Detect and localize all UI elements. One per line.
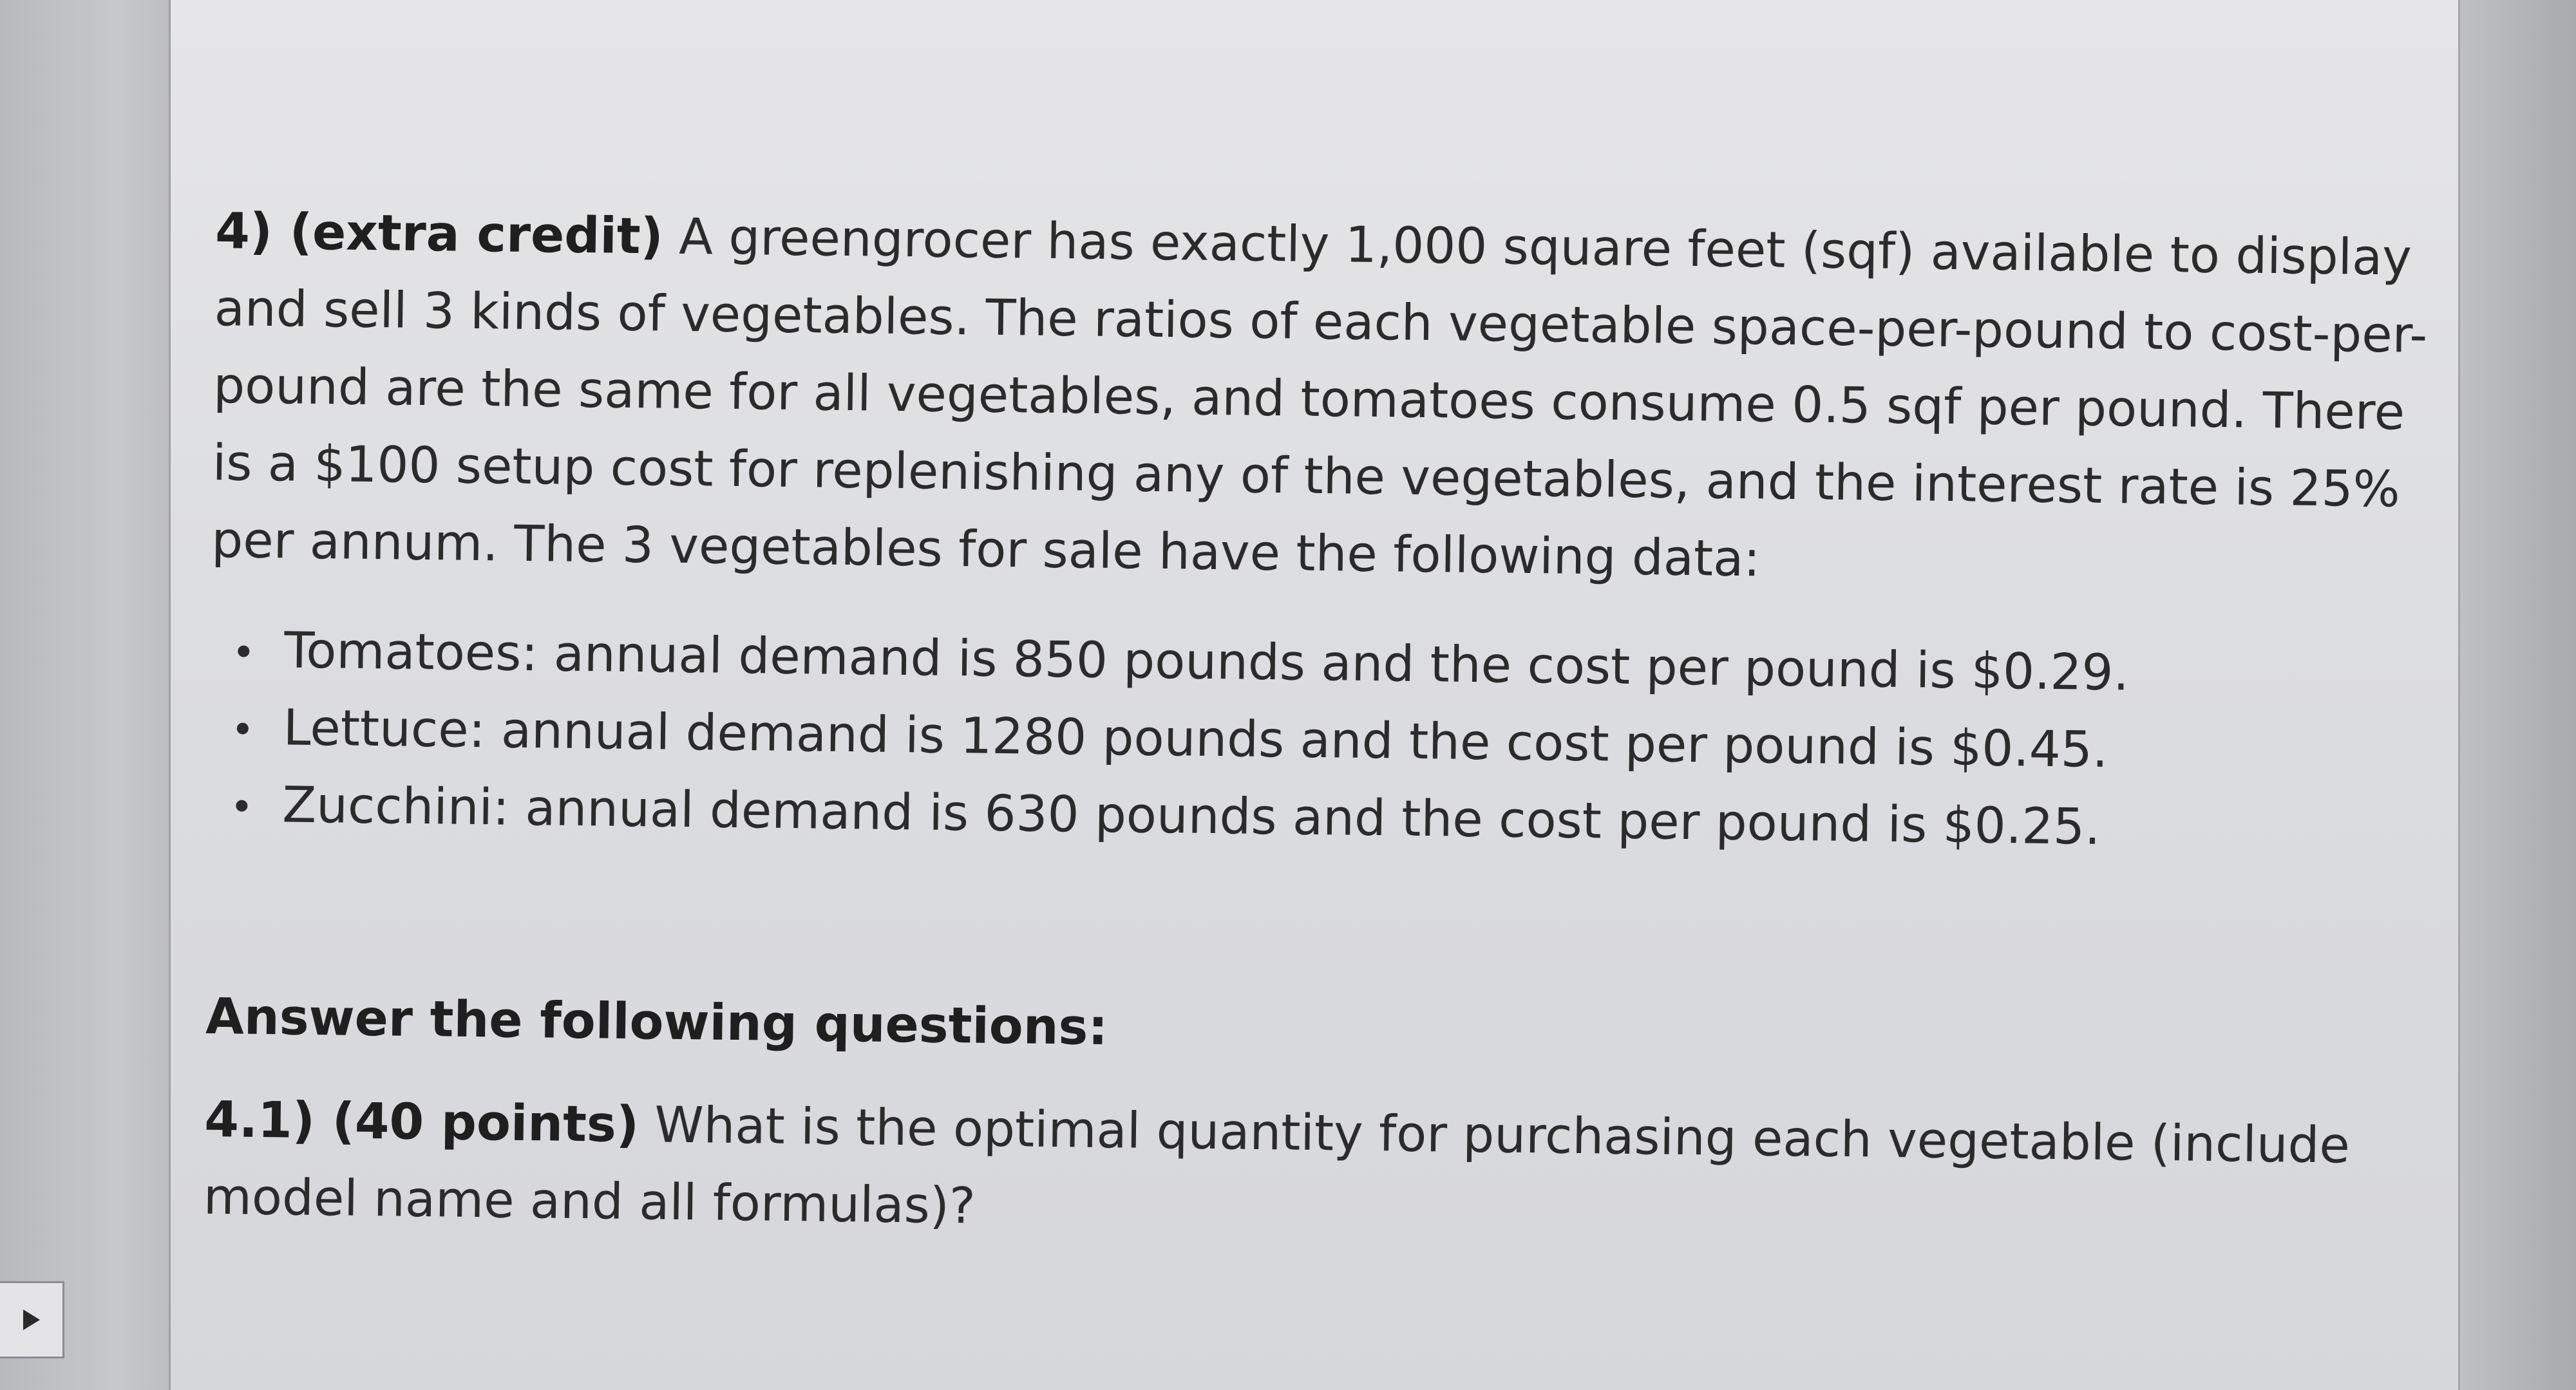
expand-toggle-button[interactable] [0, 1281, 64, 1358]
problem-intro-text: A greengrocer has exactly 1,000 square feet (sqf) available to display and sell 3 kinds of vegetables. The ratios of each vegetable space-per-pound to cost-per-pound are the same for all vegetables, and tomatoes consume 0.5 sqf per pound. There is a $100 setup cost for replenishing any of the vegetables, and the interest rate is 25% per annum. The 3 vegetables for sale have the following data: [211, 208, 2428, 588]
vegetable-list [208, 612, 2439, 870]
bullet-icon [238, 645, 249, 657]
question-4-1-label: 4.1) (40 points) [204, 1091, 639, 1154]
question-4-1-text: What is the optimal quantity for purchasing each vegetable (include model name and all formulas)? [203, 1096, 2351, 1235]
right-gutter [2458, 0, 2576, 1390]
list-item-text: Tomatoes: annual demand is 850 pounds and the cost per pound is $0.29. [283, 622, 2130, 702]
list-item-text: Zucchini: annual demand is 630 pounds and the cost per pound is $0.25. [281, 776, 2101, 856]
question-4-1 [203, 1082, 2433, 1263]
bullet-icon [236, 800, 247, 811]
question-content [202, 193, 2443, 1313]
answer-heading: Answer the following questions: [205, 988, 1108, 1057]
problem-statement [211, 193, 2444, 606]
list-item-text: Lettuce: annual demand is 1280 pounds and the cost per pound is $0.45. [283, 699, 2108, 779]
triangle-right-icon [23, 1310, 40, 1330]
problem-number-label: 4) (extra credit) [214, 202, 664, 266]
bullet-icon [237, 722, 249, 734]
left-gutter [0, 0, 171, 1390]
